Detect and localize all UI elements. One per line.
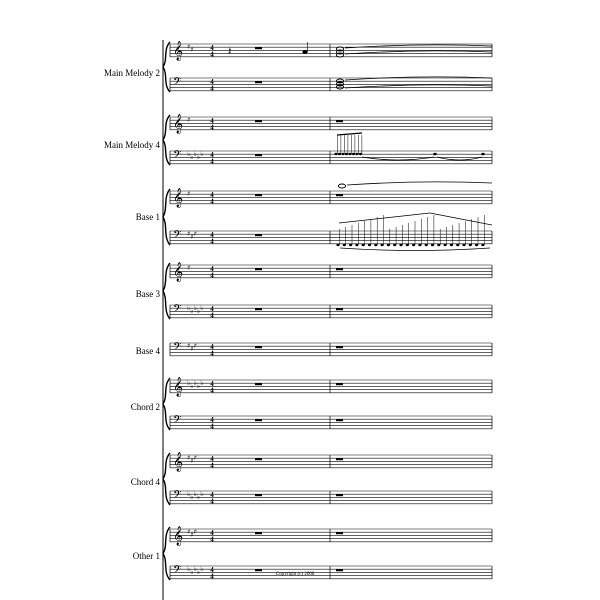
group-4-lower-flat-icon: ♭ xyxy=(196,307,201,315)
group-7-lower-flat-icon: ♭ xyxy=(196,493,201,501)
note-head-icon xyxy=(431,244,434,246)
group-2-label: Main Melody 4 xyxy=(104,140,160,150)
group-4-upper-treble-clef-icon: 𝄞 xyxy=(173,262,184,282)
group-6-brace xyxy=(163,378,170,430)
group-1-upper-sharp-icon: ♯ xyxy=(190,46,194,54)
group-8-lower-m2-whole-rest-icon xyxy=(336,569,343,571)
group-4-lower-time-denominator: 4 xyxy=(210,311,214,320)
group-2-upper-m2-whole-rest-icon xyxy=(336,120,343,122)
group-3-lower-sharp-icon: ♯ xyxy=(193,230,197,238)
group-2-lower-flat-icon: ♭ xyxy=(187,150,191,158)
group-2-lower-time-numerator: 4 xyxy=(210,151,214,159)
group-3-upper-time-denominator: 4 xyxy=(210,197,214,206)
group-7-upper-m1-whole-rest-icon xyxy=(255,458,262,460)
group-3-brace xyxy=(163,189,170,245)
group-3-label: Base 1 xyxy=(135,212,160,222)
group-3-lower-time-denominator: 4 xyxy=(210,237,214,246)
group-6-upper-flat-icon: ♭ xyxy=(193,379,197,387)
group-8-upper-treble-clef-icon: 𝄞 xyxy=(173,526,184,546)
note-head-icon xyxy=(368,244,371,246)
group-4-upper-m1-whole-rest-icon xyxy=(255,268,262,270)
group-8-upper-time-denominator: 4 xyxy=(210,535,214,544)
group-3-lower-bass-clef-icon: 𝄢 xyxy=(173,229,182,244)
note-head-icon xyxy=(481,244,484,246)
group-7-upper-sharp-icon: ♯ xyxy=(193,454,197,462)
group-7-upper-treble-clef-icon: 𝄞 xyxy=(173,452,184,472)
group-1-lower-time-denominator: 4 xyxy=(210,84,214,93)
group-5-lower-m1-whole-rest-icon xyxy=(255,346,262,348)
note-head-icon xyxy=(302,50,307,54)
note-head-icon xyxy=(381,244,384,246)
group-3-upper-sharp-icon: ♯ xyxy=(187,190,191,198)
note-head-icon xyxy=(359,153,362,155)
group-2-lower-flat-icon: ♭ xyxy=(193,150,197,158)
group-5-lower-time-denominator: 4 xyxy=(210,349,214,358)
group-1-lower-time-numerator: 4 xyxy=(210,78,214,86)
note-head-icon xyxy=(336,244,339,246)
group-8-upper-m2-whole-rest-icon xyxy=(336,532,343,534)
group-6-upper-m1-whole-rest-icon xyxy=(255,383,262,385)
note-head-icon xyxy=(362,244,365,246)
note-head-icon xyxy=(341,153,344,155)
group-3-upper-m1-whole-rest-icon xyxy=(255,194,262,196)
group-8-lower-flat-icon: ♭ xyxy=(196,568,201,576)
group-8-lower-m1-whole-rest-icon xyxy=(255,569,262,571)
group-5-label: Base 4 xyxy=(135,346,160,356)
group-4-lower-m2-whole-rest-icon xyxy=(336,308,343,310)
group-4-brace xyxy=(163,263,170,319)
group-4-lower-time-numerator: 4 xyxy=(210,305,214,313)
note-head-icon xyxy=(450,244,453,246)
group-3-lower-sharp-icon: ♯ xyxy=(187,230,191,238)
group-5-lower-bass-clef-icon: 𝄢 xyxy=(173,341,182,356)
group-6-lower-m2-whole-rest-icon xyxy=(336,419,343,421)
group-6-upper-m2-whole-rest-icon xyxy=(336,383,343,385)
group-6-lower-bass-clef-icon: 𝄢 xyxy=(173,414,182,429)
note-head-icon xyxy=(334,153,337,155)
group-5-lower-time-numerator: 4 xyxy=(210,343,214,351)
group-6-label: Chord 2 xyxy=(130,402,160,412)
whole-note-icon xyxy=(338,184,345,188)
group-2-lower-flat-icon: ♭ xyxy=(200,150,204,158)
group-6-lower-m1-whole-rest-icon xyxy=(255,419,262,421)
group-4-lower-flat-icon: ♭ xyxy=(187,304,191,312)
group-7-brace xyxy=(163,453,170,505)
group-7-upper-sharp-icon: ♯ xyxy=(190,457,194,465)
note-head-icon xyxy=(387,244,390,246)
group-8-lower-bass-clef-icon: 𝄢 xyxy=(173,564,182,579)
note-head-icon xyxy=(469,244,472,246)
group-7-upper-sharp-icon: ♯ xyxy=(187,454,191,462)
group-8-lower-time-denominator: 4 xyxy=(210,572,214,581)
group-5-lower-m2-whole-rest-icon xyxy=(336,346,343,348)
note-head-icon xyxy=(399,244,402,246)
note-head-icon xyxy=(355,153,358,155)
group-2-upper-sharp-icon: ♯ xyxy=(187,116,191,124)
group-3-upper-treble-clef-icon: 𝄞 xyxy=(173,188,184,208)
note-head-icon xyxy=(412,244,415,246)
group-7-upper-time-denominator: 4 xyxy=(210,461,214,470)
group-8-lower-flat-icon: ♭ xyxy=(193,565,197,573)
group-8-lower-flat-icon: ♭ xyxy=(187,565,191,573)
copyright-text: Copyright (c) 2008 xyxy=(276,572,315,577)
note-head-icon xyxy=(343,244,346,246)
group-4-lower-bass-clef-icon: 𝄢 xyxy=(173,303,182,318)
note-head-icon xyxy=(418,244,421,246)
group-4-lower-flat-icon: ♭ xyxy=(200,304,204,312)
group-2-lower-flat-icon: ♭ xyxy=(196,153,201,161)
group-3-lower-time-numerator: 4 xyxy=(210,231,214,239)
group-2-upper-m1-whole-rest-icon xyxy=(255,120,262,122)
group-4-lower-m1-whole-rest-icon xyxy=(255,308,262,310)
group-7-lower-flat-icon: ♭ xyxy=(187,490,191,498)
group-5-lower-sharp-icon: ♯ xyxy=(193,342,197,350)
group-6-upper-flat-icon: ♭ xyxy=(190,382,194,390)
group-6-upper-flat-icon: ♭ xyxy=(200,379,204,387)
note-head-icon xyxy=(437,244,440,246)
tie-icon xyxy=(345,45,492,48)
group-1-upper-m1-whole-rest-icon xyxy=(255,47,262,49)
group-8-upper-m1-whole-rest-icon xyxy=(255,532,262,534)
note-head-icon xyxy=(345,153,348,155)
note-head-icon xyxy=(374,244,377,246)
group-7-lower-flat-icon: ♭ xyxy=(190,493,194,501)
beam-icon xyxy=(337,133,362,135)
note-head-icon xyxy=(456,244,459,246)
group-3-lower-sharp-icon: ♯ xyxy=(190,233,194,241)
group-7-lower-m1-whole-rest-icon xyxy=(255,494,262,496)
group-1-upper-time-denominator: 4 xyxy=(210,50,214,59)
tie-icon xyxy=(347,182,492,185)
note-head-icon xyxy=(338,153,341,155)
group-6-lower-time-denominator: 4 xyxy=(210,422,214,431)
group-4-lower-flat-icon: ♭ xyxy=(193,304,197,312)
group-8-lower-flat-icon: ♭ xyxy=(190,568,194,576)
note-head-icon xyxy=(475,244,478,246)
group-1-upper-sharp-icon: ♯ xyxy=(187,43,191,51)
note-head-icon xyxy=(444,244,447,246)
group-1-lower-bass-clef-icon: 𝄢 xyxy=(173,76,182,91)
note-head-icon xyxy=(406,244,409,246)
group-4-upper-time-numerator: 4 xyxy=(210,265,214,273)
group-3-upper-m2-whole-rest-icon xyxy=(336,194,343,196)
group-8-upper-sharp-icon: ♯ xyxy=(190,531,194,539)
group-1-upper-treble-clef-icon: 𝄞 xyxy=(173,41,184,61)
note-head-icon xyxy=(352,153,355,155)
group-2-upper-time-denominator: 4 xyxy=(210,123,214,132)
group-7-lower-time-denominator: 4 xyxy=(210,497,214,506)
group-2-lower-m1-whole-rest-icon xyxy=(255,154,262,156)
beam-icon xyxy=(339,213,430,223)
group-8-lower-time-numerator: 4 xyxy=(210,566,214,574)
group-4-upper-sharp-icon: ♯ xyxy=(187,264,191,272)
group-1-upper-time-numerator: 4 xyxy=(210,44,214,52)
note-head-icon xyxy=(348,153,351,155)
beam-icon xyxy=(430,213,492,225)
group-7-lower-m2-whole-rest-icon xyxy=(336,494,343,496)
note-head-icon xyxy=(393,244,396,246)
note-head-icon xyxy=(349,244,352,246)
group-2-lower-time-denominator: 4 xyxy=(210,157,214,166)
group-8-upper-sharp-icon: ♯ xyxy=(187,528,191,536)
group-8-upper-time-numerator: 4 xyxy=(210,529,214,537)
group-6-upper-time-denominator: 4 xyxy=(210,386,214,395)
group-1-brace xyxy=(163,42,170,92)
group-4-upper-m2-whole-rest-icon xyxy=(336,268,343,270)
group-6-upper-treble-clef-icon: 𝄞 xyxy=(173,377,184,397)
note-head-icon xyxy=(433,153,437,156)
group-2-upper-time-numerator: 4 xyxy=(210,117,214,125)
group-8-lower-flat-icon: ♭ xyxy=(200,565,204,573)
group-7-upper-m2-whole-rest-icon xyxy=(336,458,343,460)
group-8-upper-sharp-icon: ♯ xyxy=(193,528,197,536)
tie-icon xyxy=(340,248,490,251)
group-2-brace xyxy=(163,115,170,165)
note-head-icon xyxy=(462,244,465,246)
group-6-upper-flat-icon: ♭ xyxy=(187,379,191,387)
group-5-lower-sharp-icon: ♯ xyxy=(190,345,194,353)
group-2-lower-flat-icon: ♭ xyxy=(190,153,194,161)
group-8-brace xyxy=(163,527,170,580)
group-1-label: Main Melody 2 xyxy=(104,68,160,78)
tie-icon xyxy=(345,77,492,80)
group-6-lower-time-numerator: 4 xyxy=(210,416,214,424)
group-2-upper-treble-clef-icon: 𝄞 xyxy=(173,114,184,134)
group-7-lower-time-numerator: 4 xyxy=(210,491,214,499)
group-6-upper-time-numerator: 4 xyxy=(210,380,214,388)
group-7-upper-time-numerator: 4 xyxy=(210,455,214,463)
quarter-rest-icon: 𝄽 xyxy=(228,45,232,58)
group-7-lower-bass-clef-icon: 𝄢 xyxy=(173,489,182,504)
group-1-lower-m1-whole-rest-icon xyxy=(255,81,262,83)
group-4-lower-flat-icon: ♭ xyxy=(190,307,194,315)
group-2-lower-bass-clef-icon: 𝄢 xyxy=(173,149,182,164)
group-6-upper-flat-icon: ♭ xyxy=(196,382,201,390)
note-head-icon xyxy=(355,244,358,246)
note-head-icon xyxy=(425,244,428,246)
group-3-lower-m1-whole-rest-icon xyxy=(255,234,262,236)
group-4-upper-time-denominator: 4 xyxy=(210,271,214,280)
group-4-label: Base 3 xyxy=(135,289,160,299)
group-8-label: Other 1 xyxy=(132,551,160,561)
group-7-label: Chord 4 xyxy=(130,477,160,487)
group-3-upper-time-numerator: 4 xyxy=(210,191,214,199)
group-7-lower-flat-icon: ♭ xyxy=(193,490,197,498)
group-7-lower-flat-icon: ♭ xyxy=(200,490,204,498)
note-head-icon xyxy=(481,153,485,156)
group-5-lower-sharp-icon: ♯ xyxy=(187,342,191,350)
